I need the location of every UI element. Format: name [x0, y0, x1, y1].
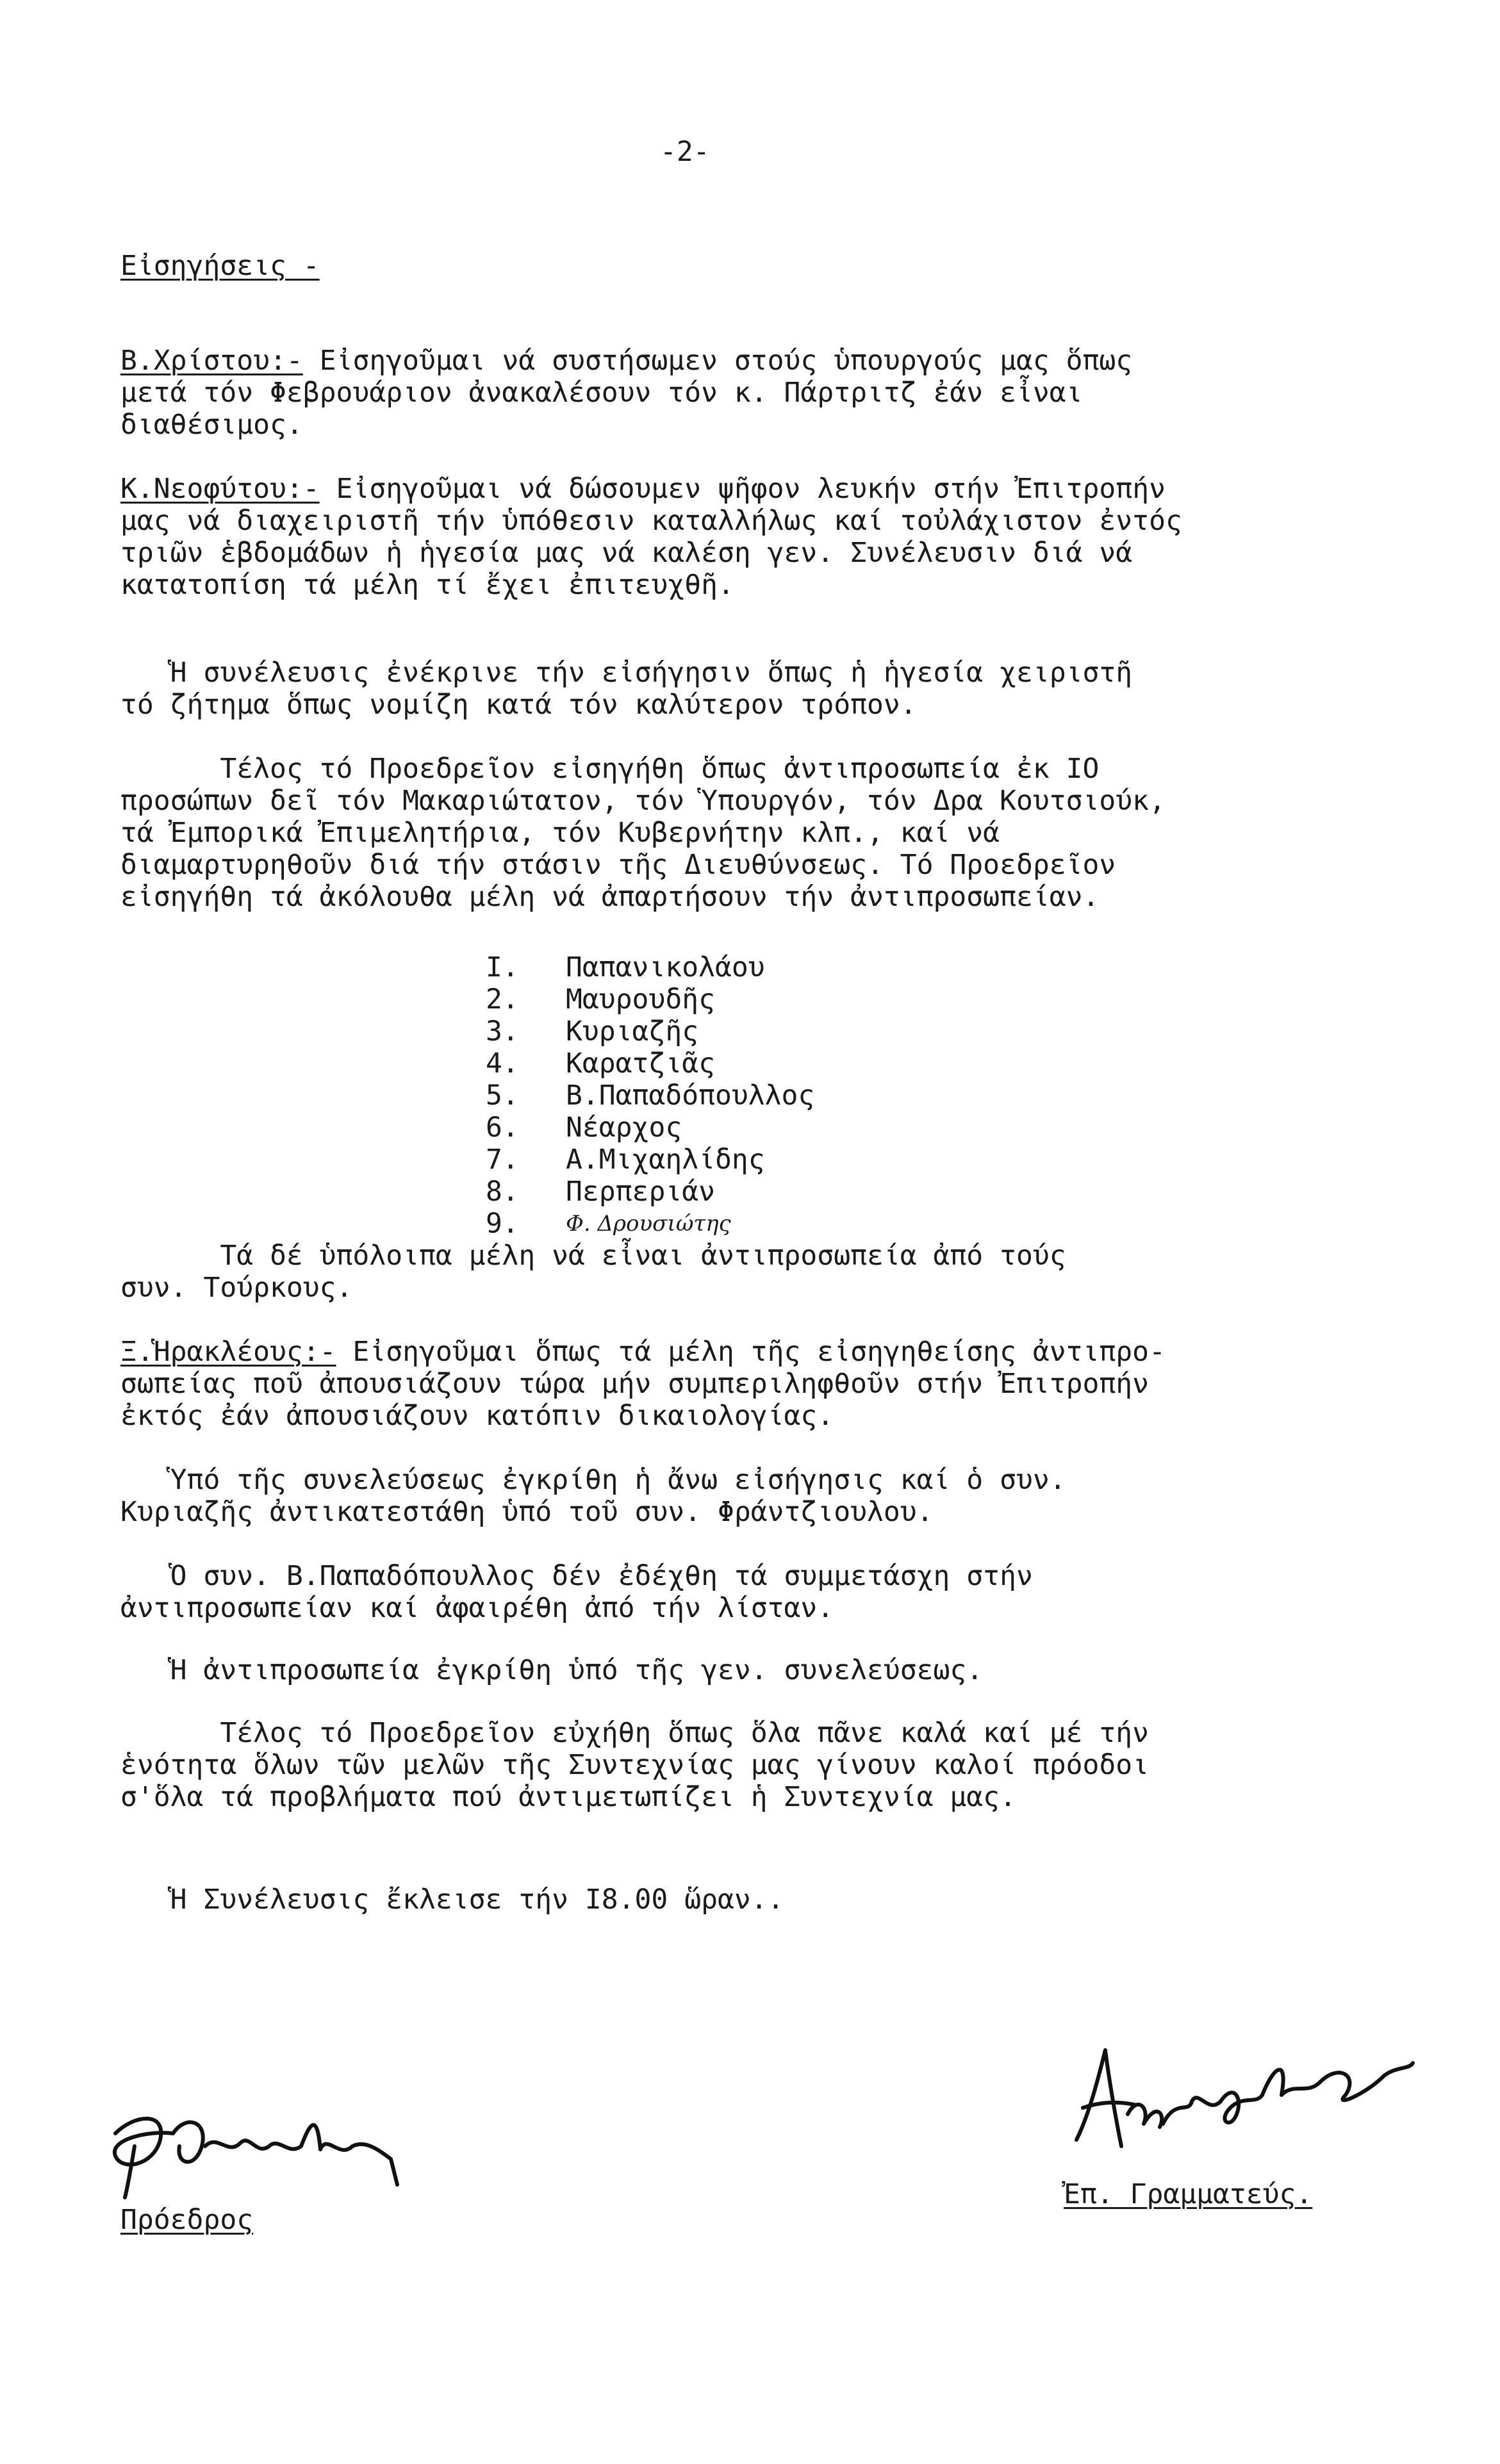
- text-line: Ἡ συνέλευσις ἐνέκρινε τήν εἰσήγησιν ὅπως ἡ ἡγεσία χειριστῆ: [120, 657, 1133, 689]
- text-line: διαμαρτυρηθοῦν διά τήν στάσιν τῆς Διευθύνσεως. Τό Προεδρεῖον: [120, 849, 1116, 881]
- list-item: 8. Περπεριάν: [486, 1176, 715, 1208]
- text-line: Εἰσηγοῦμαι ὅπως τά μέλη τῆς εἰσηγηθείσης ἀντιπρο-: [336, 1336, 1166, 1368]
- paragraph-delegation: [120, 753, 1166, 913]
- list-item: 3. Κυριαζῆς: [486, 1015, 699, 1047]
- text-line: ἀντιπροσωπείαν καί ἀφαιρέθη ἀπό τήν λίσταν.: [120, 1592, 834, 1624]
- text-line: Τέλος τό Προεδρεῖον εἰσηγήθη ὅπως ἀντιπροσωπεία ἐκ ΙΟ: [120, 753, 1100, 785]
- paragraph-meeting-closed: Ἡ Συνέλευσις ἔκλεισε τήν Ι8.00 ὥραν..: [120, 1884, 784, 1916]
- speaker-name: Β.Χρίστου:-: [120, 345, 303, 377]
- paragraph-approval: [120, 657, 1132, 721]
- paragraph-replacement: [120, 1464, 1066, 1528]
- paragraph-neofytou: [120, 473, 1182, 601]
- text-line: τό ζήτημα ὅπως νομίζη κατά τόν καλύτερον τρόπον.: [120, 689, 917, 721]
- text-line: ἐκτός ἐάν ἀπουσιάζουν κατόπιν δικαιολογίας.: [120, 1400, 834, 1432]
- paragraph-delegation-approved: Ἡ ἀντιπροσωπεία ἐγκρίθη ὑπό τῆς γεν. συνελεύσεως.: [120, 1654, 984, 1686]
- text-line: σ'ὅλα τά προβλήματα πού ἀντιμετωπίζει ἡ Συντεχνία μας.: [120, 1781, 1016, 1813]
- paragraph-remaining-members: [120, 1240, 1066, 1304]
- section-heading: Εἰσηγήσεις -: [120, 250, 320, 282]
- list-item: 5. Β.Παπαδόπουλλος: [486, 1080, 815, 1112]
- president-title: Πρόεδρος: [120, 2204, 254, 2236]
- list-item: 6. Νέαρχος: [486, 1112, 682, 1144]
- secretary-signature: [1064, 2037, 1422, 2172]
- list-item: 2. Μαυρουδῆς: [486, 983, 715, 1015]
- paragraph-papadopoullos: [120, 1560, 1033, 1624]
- president-signature: [96, 2095, 404, 2204]
- page-number: -2-: [660, 136, 710, 168]
- paragraph-irakleous: [120, 1336, 1166, 1432]
- text-line: προσώπων δεῖ τόν Μακαριώτατον, τόν Ὑπουργόν, τόν Δρα Κουτσιούκ,: [120, 785, 1166, 817]
- list-item: 7. Α.Μιχαηλίδης: [486, 1144, 765, 1176]
- text-line: ἑνότητα ὅλων τῶν μελῶν τῆς Συντεχνίας μας γίνουν καλοί πρόοδοι: [120, 1749, 1150, 1781]
- text-line: σωπείας ποῦ ἀπουσιάζουν τώρα μήν συμπεριληφθοῦν στήν Ἐπιτροπήν: [120, 1368, 1150, 1400]
- speaker-name: Ξ.Ἡρακλέους:-: [120, 1336, 336, 1368]
- text-line: κατατοπίση τά μέλη τί ἔχει ἐπιτευχθῆ.: [120, 569, 734, 601]
- list-item: Ι. Παπανικολάου: [486, 951, 765, 983]
- paragraph-closing-wishes: [120, 1717, 1149, 1813]
- text-line: μας νά διαχειριστῆ τήν ὑπόθεσιν καταλλήλως καί τοὐλάχιστον ἐντός: [120, 505, 1182, 537]
- text-line: Τέλος τό Προεδρεῖον εὐχήθη ὅπως ὅλα πᾶνε καλά καί μέ τήν: [120, 1717, 1150, 1749]
- list-item: 4. Καρατζιᾶς: [486, 1047, 715, 1080]
- secretary-title: Ἐπ. Γραμματεύς.: [1064, 2178, 1313, 2210]
- paragraph-christou: [120, 345, 1132, 441]
- text-line: Εἰσηγοῦμαι νά δώσουμεν ψῆφον λευκήν στήν Ἐπιτροπήν: [319, 473, 1166, 505]
- text-line: Ὁ συν. Β.Παπαδόπουλλος δέν ἐδέχθη τά συμμετάσχη στήν: [120, 1560, 1033, 1592]
- list-item-handwritten: 9. Φ. Δρουσιώτης: [486, 1208, 731, 1240]
- text-line: τριῶν ἑβδομάδων ἡ ἡγεσία μας νά καλέση γεν. Συνέλευσιν διά νά: [120, 537, 1133, 569]
- text-line: Ὑπό τῆς συνελεύσεως ἐγκρίθη ἡ ἄνω εἰσήγησις καί ὁ συν.: [120, 1464, 1066, 1496]
- speaker-name: Κ.Νεοφύτου:-: [120, 473, 320, 505]
- text-line: Εἰσηγοῦμαι νά συστήσωμεν στούς ὑπουργούς μας ὅπως: [302, 345, 1133, 377]
- text-line: Κυριαζῆς ἀντικατεστάθη ὑπό τοῦ συν. Φράντζιουλου.: [120, 1496, 934, 1528]
- text-line: διαθέσιμος.: [120, 409, 303, 441]
- text-line: Τά δέ ὑπόλοιπα μέλη νά εἶναι ἀντιπροσωπεία ἀπό τούς: [120, 1240, 1066, 1272]
- text-line: εἰσηγήθη τά ἀκόλουθα μέλη νά ἀπαρτήσουν τήν ἀντιπροσωπείαν.: [120, 881, 1100, 913]
- text-line: μετά τόν Φεβρουάριον ἀνακαλέσουν τόν κ. Πάρτριτζ ἐάν εἶναι: [120, 377, 1083, 409]
- member-list: [486, 951, 814, 1240]
- text-line: τά Ἐμπορικά Ἐπιμελητήρια, τόν Κυβερνήτην κλπ., καί νά: [120, 817, 1000, 849]
- text-line: συν. Τούρκους.: [120, 1272, 353, 1304]
